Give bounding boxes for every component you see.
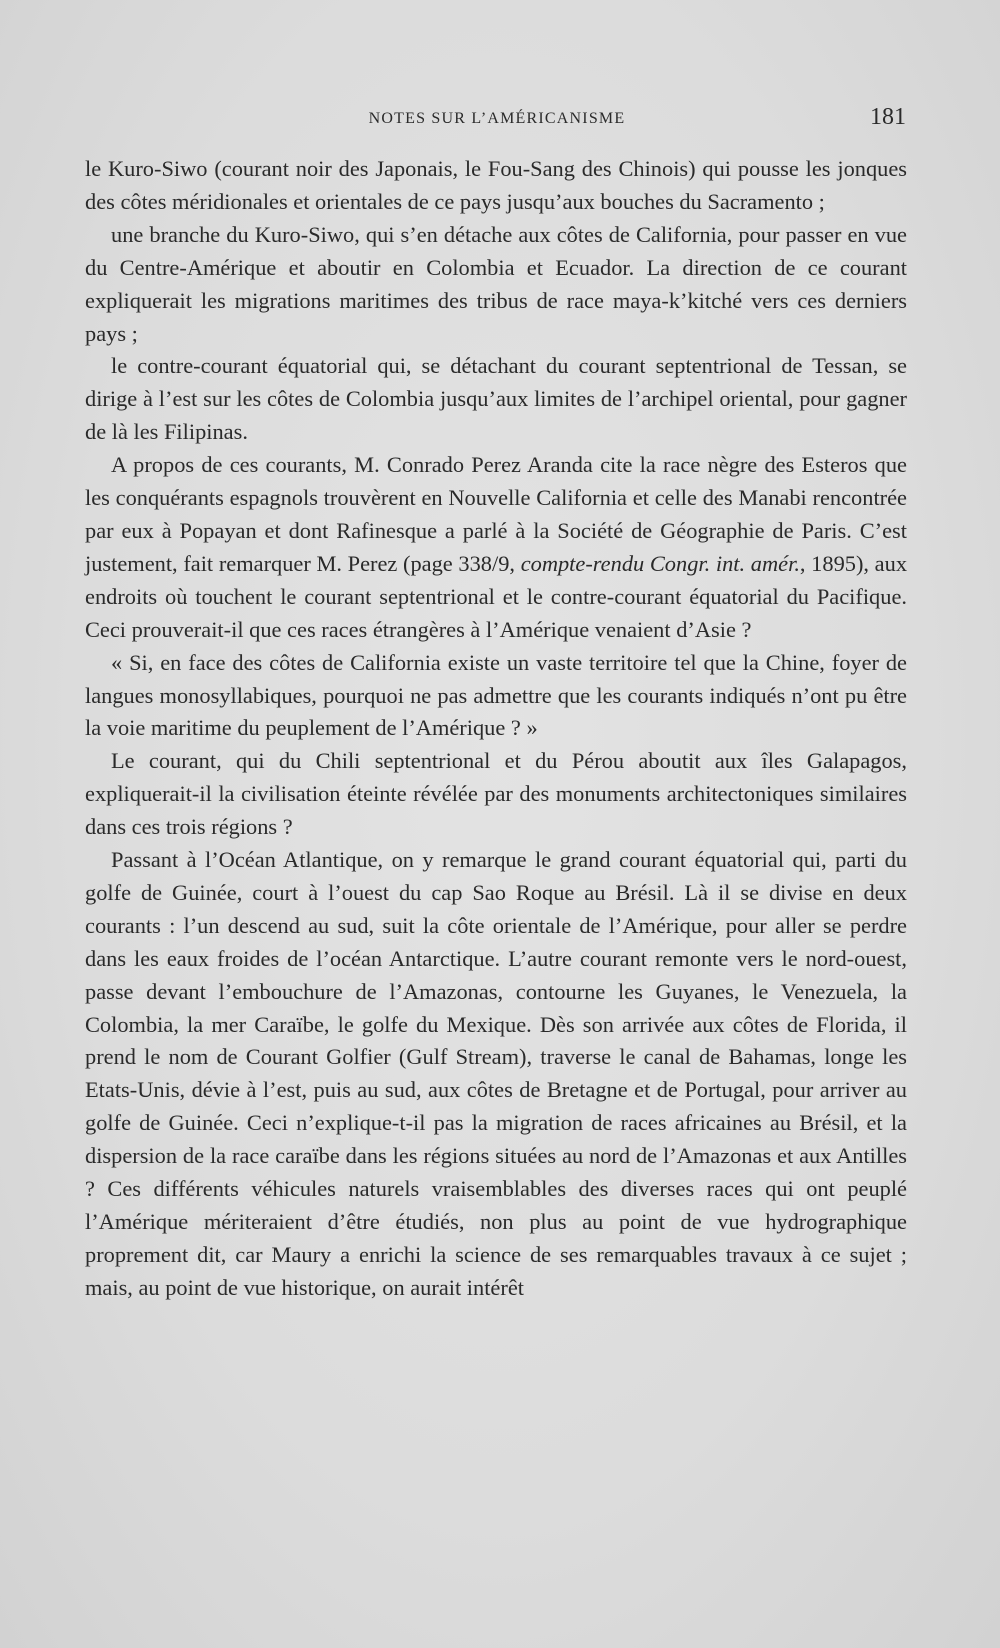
paragraph-text: , 1895), aux endroits où touchent le courant septentrional et le contre-courant équatorial du Pacifique. Ceci prouverait-il que ces races étrangères à l’Amérique venaient d’Asie ? (85, 550, 908, 642)
paragraph-contre-courant: le contre-courant équatorial qui, se détachant du courant septentrional de Tessan, se dirige à l’est sur les côtes de Colombia jusqu’aux limites de l’archipel oriental, pour gagner de là les Filipinas. (85, 353, 907, 445)
page-number: 181 (870, 104, 906, 130)
paragraph-galapagos: Le courant, qui du Chili septentrional et du Pérou aboutit aux îles Galapagos, expliquerait-il la civilisation éteinte révélée par des monuments architectoniques similaires dans ces trois régions ? (85, 748, 907, 840)
paragraph-atlantique: Passant à l’Océan Atlantique, on y remarque le grand courant équatorial qui, parti du golfe de Guinée, court à l’ouest du cap Sao Roque au Brésil. Là il se divise en deux courants : l’un descend au sud, suit la côte orientale de l’Amérique, pour aller se perdre dans les eaux froides de l’océan Antarctique. L’autre courant remonte vers le nord-ouest, passe devant l’embouchure de l’Amazonas, contourne les Guyanes, le Venezuela, la Colombia, la mer Caraïbe, le golfe du Mexique. Dès son arrivée aux côtes de Florida, il prend le nom de Courant Golfier (Gulf Stream), traverse le canal de Bahamas, longe les Etats-Unis, dévie à l’est, puis au sud, aux côtes de Bretagne et de Portugal, pour arriver au golfe de Guinée. Ceci n’explique-t-il pas la migration de races africaines au Brésil, et la dispersion de la race caraïbe dans les régions situées au nord de l’Amazonas et aux Antilles ? Ces différents véhicules naturels vraisemblables des diverses races qui ont peuplé l’Amérique mériteraient d’être étudiés, non plus au point de vue hydrographique proprement dit, car Maury a enrichi la science de ses remarquables travaux à ce sujet ; mais, au point de vue historique, on aurait intérêt (85, 847, 907, 1300)
body-text (85, 153, 907, 1305)
paragraph-quotation: « Si, en face des côtes de California existe un vaste territoire tel que la Chine, foyer de langues monosyllabiques, pourquoi ne pas admettre que les courants indiqués n’ont pu être la voie maritime du peuplement de l’Amérique ? » (85, 649, 907, 741)
page-header (88, 104, 906, 140)
citation-italic: compte-rendu Congr. int. amér. (520, 550, 800, 576)
running-title: NOTES SUR L’AMÉRICANISME (368, 110, 626, 127)
paragraph-text: A propos de ces courants, M. Conrado Perez Aranda cite la race nègre des Esteros que les conquérants espagnols trouvèrent en Nouvelle California et celle des Manabi rencontrée par eux à Popayan et dont Rafinesque a parlé à la Société de Géographie de Paris. C’est justement, fait remarquer M. Perez (page 338/9, (85, 452, 907, 576)
paragraph-kuro-siwo-branch: une branche du Kuro-Siwo, qui s’en détache aux côtes de California, pour passer en vue du Centre-Amérique et aboutir en Colombia et Ecuador. La direction de ce courant expliquerait les migrations maritimes des tribus de race maya-k’kitché vers ces derniers pays ; (85, 221, 907, 346)
paragraph-kuro-siwo: le Kuro-Siwo (courant noir des Japonais, le Fou-Sang des Chinois) qui pousse les jonques des côtes méridionales et orientales de ce pays jusqu’aux bouches du Sacramento ; (85, 156, 907, 214)
paragraph-perez-aranda (85, 449, 907, 646)
